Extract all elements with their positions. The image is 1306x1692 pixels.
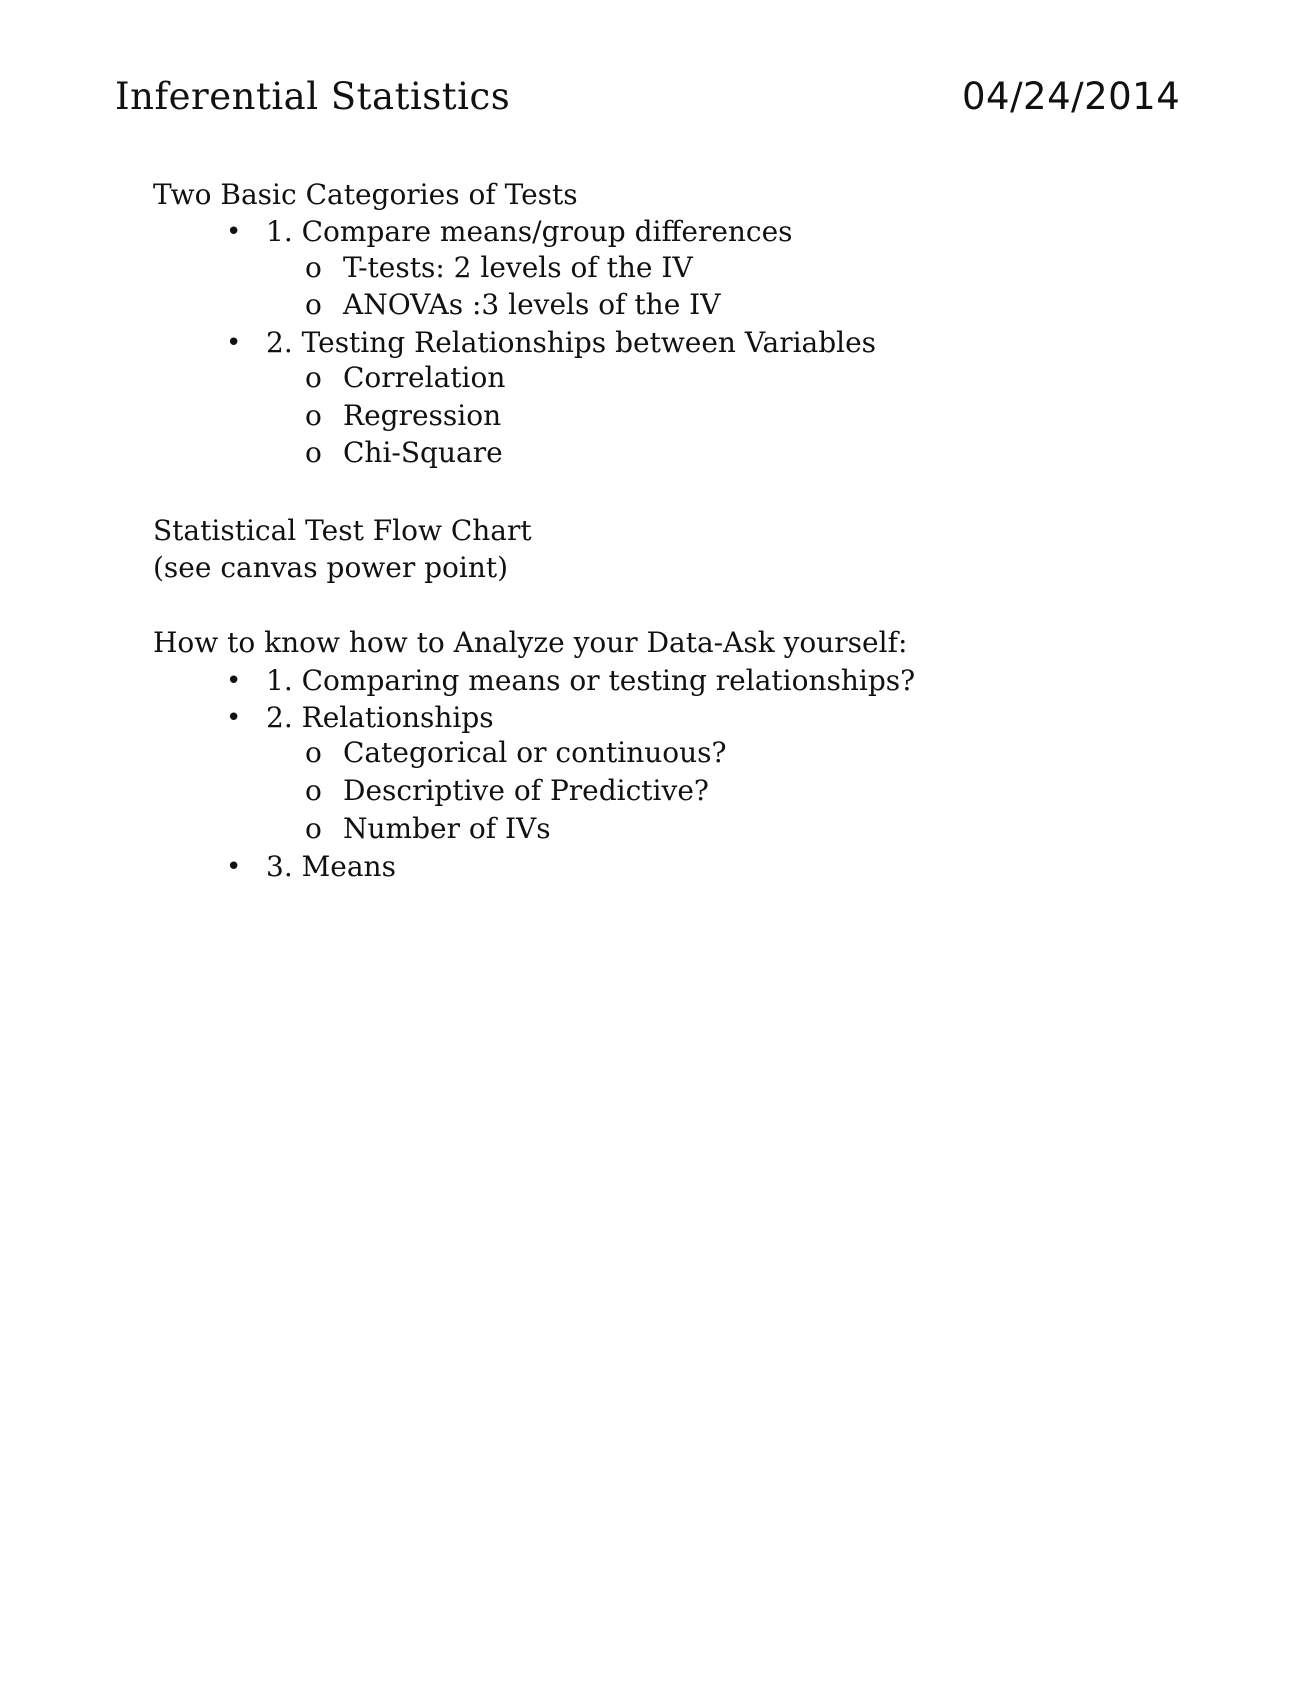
list-subitem-regression: Regression bbox=[343, 399, 502, 432]
list-subitem-categorical: Categorical or continuous? bbox=[343, 736, 727, 769]
bullet-marker: • bbox=[226, 328, 242, 358]
section-heading-tests: Two Basic Categories of Tests bbox=[153, 178, 578, 211]
bullet-marker: • bbox=[226, 666, 242, 696]
section-heading-flow-chart: Statistical Test Flow Chart bbox=[153, 514, 532, 547]
section-heading-analyze: How to know how to Analyze your Data-Ask yourself: bbox=[153, 626, 908, 659]
bullet-marker: • bbox=[226, 217, 242, 247]
document-date: 04/24/2014 bbox=[962, 75, 1181, 118]
list-subitem-chi-square: Chi-Square bbox=[343, 436, 503, 469]
bullet-marker: • bbox=[226, 703, 242, 733]
sub-bullet-marker: o bbox=[305, 288, 322, 321]
sub-bullet-marker: o bbox=[305, 399, 322, 432]
sub-bullet-marker: o bbox=[305, 736, 322, 769]
sub-bullet-marker: o bbox=[305, 251, 322, 284]
list-item-means: 3. Means bbox=[266, 850, 396, 883]
list-item-compare-means: 1. Compare means/group differences bbox=[266, 215, 793, 248]
sub-bullet-marker: o bbox=[305, 361, 322, 394]
list-subitem-number-of-ivs: Number of IVs bbox=[343, 812, 551, 845]
document-title: Inferential Statistics bbox=[115, 75, 511, 118]
list-item-comparing-means: 1. Comparing means or testing relationships? bbox=[266, 664, 916, 697]
list-item-testing-relationships: 2. Testing Relationships between Variables bbox=[266, 326, 877, 359]
list-item-relationships: 2. Relationships bbox=[266, 701, 494, 734]
bullet-marker: • bbox=[226, 852, 242, 882]
list-subitem-t-tests: T-tests: 2 levels of the IV bbox=[343, 251, 693, 284]
sub-bullet-marker: o bbox=[305, 774, 322, 807]
sub-bullet-marker: o bbox=[305, 436, 322, 469]
list-subitem-anovas: ANOVAs :3 levels of the IV bbox=[343, 288, 721, 321]
list-subitem-correlation: Correlation bbox=[343, 361, 506, 394]
sub-bullet-marker: o bbox=[305, 812, 322, 845]
section-subheading-flow-chart: (see canvas power point) bbox=[153, 551, 509, 584]
list-subitem-descriptive: Descriptive of Predictive? bbox=[343, 774, 709, 807]
